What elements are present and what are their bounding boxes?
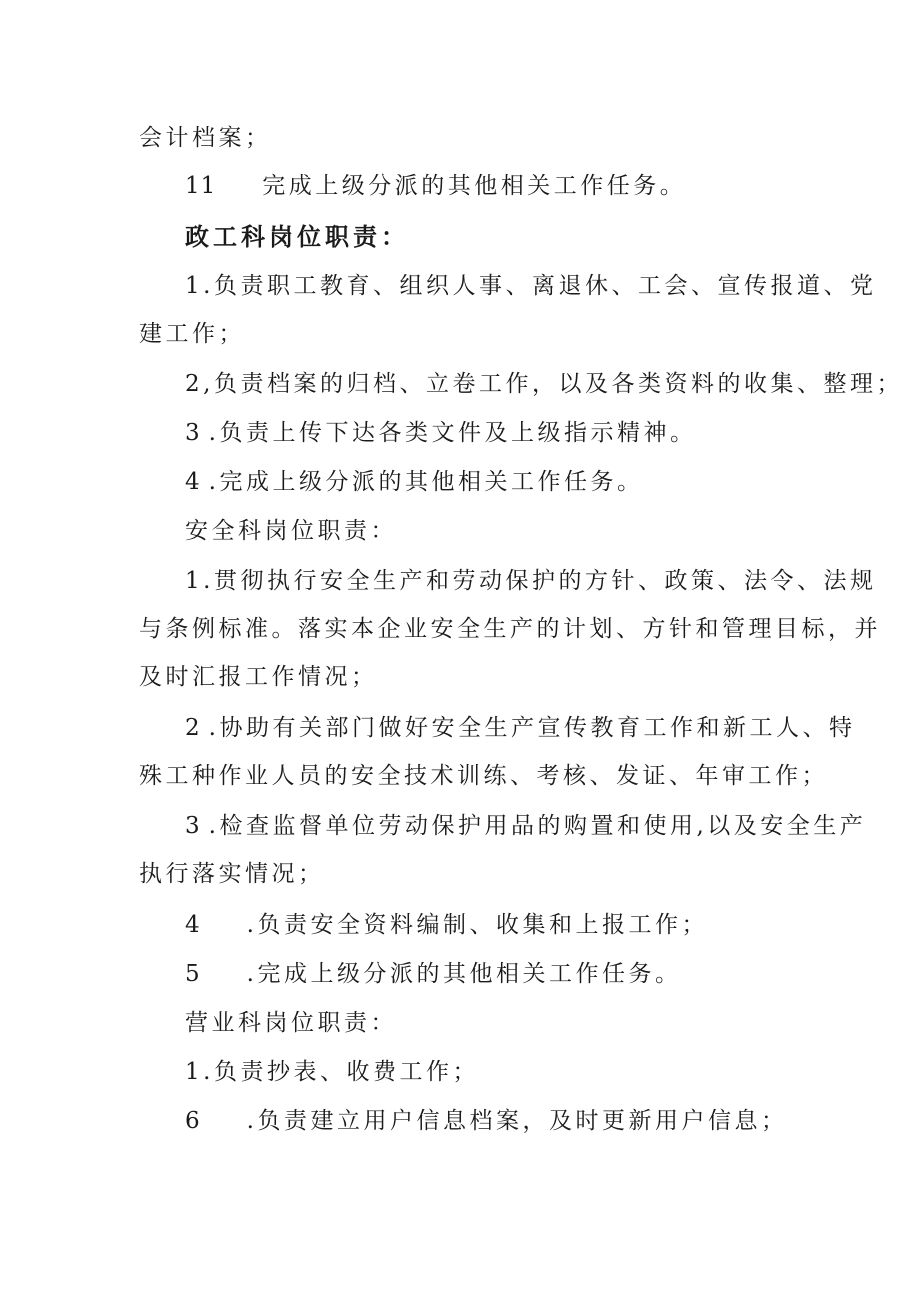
business-item-6 — [185, 1106, 787, 1136]
item-number: 4 — [185, 469, 201, 495]
line-accounting-archives: 会计档案； — [139, 125, 272, 151]
item-text: .完成上级分派的其他相关工作任务。 — [208, 469, 644, 495]
item-text: .负责安全资料编制、收集和上报工作； — [246, 912, 708, 938]
safety-item-3-cont: 执行落实情况； — [139, 861, 325, 887]
safety-item-1: 1.贯彻执行安全生产和劳动保护的方针、政策、法令、法规 — [185, 568, 877, 594]
item-number: 6 — [185, 1108, 201, 1134]
section-heading-safety: 安全科岗位职责： — [185, 518, 397, 544]
safety-item-2-cont: 殊工种作业人员的安全技术训练、考核、发证、年审工作； — [139, 763, 828, 789]
item-number: 5 — [185, 961, 201, 987]
safety-item-2 — [185, 713, 855, 743]
business-item-1: 1.负责抄表、收费工作； — [185, 1059, 479, 1085]
safety-item-1-cont-b: 及时汇报工作情况； — [139, 664, 378, 690]
section-heading-business: 营业科岗位职责： — [185, 1010, 397, 1036]
political-item-3 — [185, 418, 696, 448]
item-text: .协助有关部门做好安全生产宣传教育工作和新工人、特 — [208, 715, 856, 741]
item-text: .完成上级分派的其他相关工作任务。 — [246, 961, 682, 987]
item-number: 4 — [185, 912, 201, 938]
item-text: .负责建立用户信息档案，及时更新用户信息； — [246, 1108, 788, 1134]
item-number: 3 — [185, 420, 201, 446]
item-text: .负责上传下达各类文件及上级指示精神。 — [208, 420, 697, 446]
safety-item-5 — [185, 959, 681, 989]
safety-item-3 — [185, 811, 866, 841]
safety-item-1-cont-a: 与条例标准。落实本企业安全生产的计划、方针和管理目标，并 — [139, 616, 881, 642]
item-11 — [185, 171, 686, 201]
item-text: .检查监督单位劳动保护用品的购置和使用,以及安全生产 — [208, 813, 867, 839]
item-number: 11 — [185, 173, 217, 199]
item-number: 2 — [185, 715, 201, 741]
section-heading-political-work: 政工科岗位职责： — [185, 223, 409, 251]
item-number: 3 — [185, 813, 201, 839]
safety-item-4 — [185, 910, 708, 940]
political-item-4 — [185, 467, 643, 497]
political-item-2: 2,负责档案的归档、立卷工作，以及各类资料的收集、整理； — [185, 371, 903, 397]
item-text: 完成上级分派的其他相关工作任务。 — [262, 173, 687, 199]
political-item-1-cont: 建工作； — [139, 321, 245, 347]
political-item-1: 1.负责职工教育、组织人事、离退休、工会、宣传报道、党 — [185, 273, 877, 299]
